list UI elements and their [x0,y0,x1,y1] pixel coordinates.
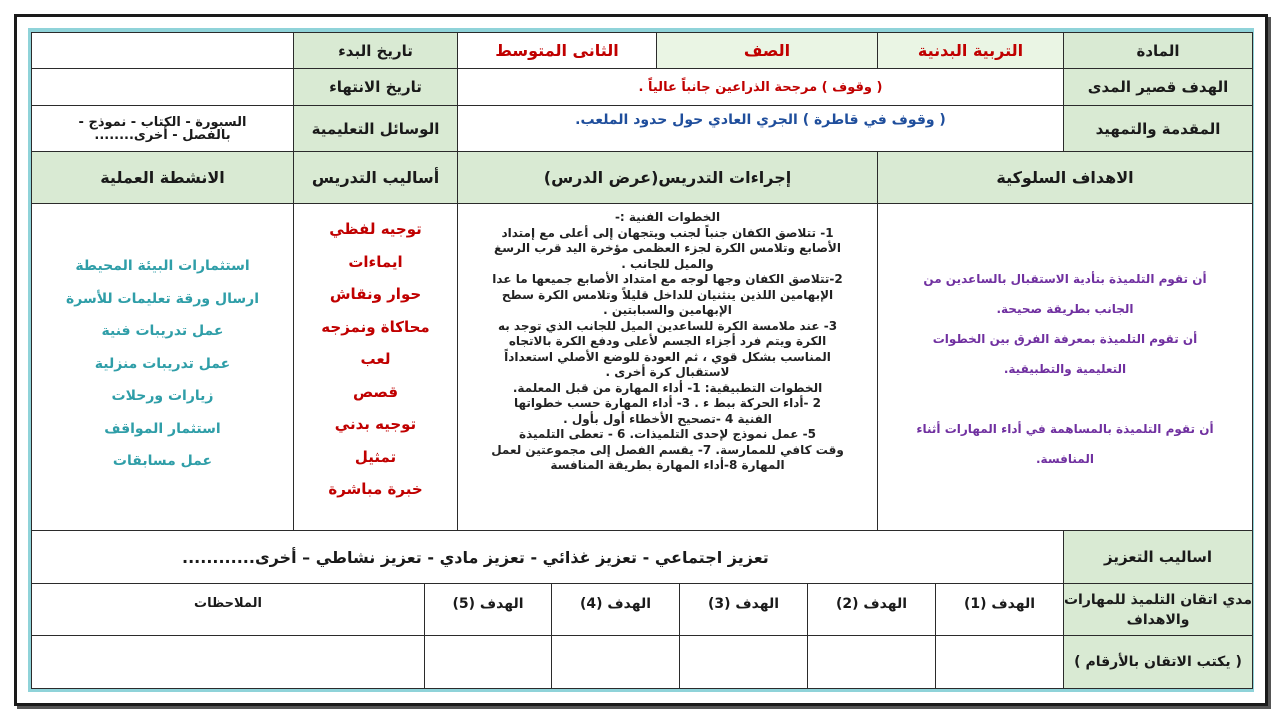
procedure-line: 5- عمل نموذج لإحدى التلميذات. 6 - تعطى التلميذة [519,427,816,441]
procedure-line: الفنية 4 -تصحيح الأخطاء أول بأول . [563,411,772,426]
methods-header: أساليب التدريس [293,151,458,204]
objectives-list [877,203,1253,531]
procedure-line: وقت كافي للممارسة. 7- يقسم الفصل إلى مجموعتين لعمل [491,442,844,457]
activity-item: استثمار المواقف [104,420,221,437]
reinforcement-label: اساليب التعزيز [1063,530,1253,584]
goal-5-header: الهدف (5) [424,583,552,636]
start-date-label: تاريخ البدء [293,32,458,69]
procedure-line: الخطوات التطبيقية: 1- أداء المهارة من قبل المعلمة. [512,380,823,395]
method-item: قصص [352,382,399,401]
objective-line: أن تقوم التلميذة بالمساهمة في أداء المهارات أثناء [916,422,1214,436]
method-item: توجيه لفظي [329,220,422,238]
goal-4-score[interactable] [551,635,680,689]
objective-line: أن تقوم التلميذة بمعرفة الفرق بين الخطوات [932,332,1198,346]
objective-line: المنافسة. [1036,452,1094,466]
activities-list [31,203,294,531]
subject-label: المادة [1063,32,1253,69]
subject-value: التربية البدنية [877,32,1064,69]
intro-value: ( وقوف في قاطرة ) الجري العادي حول حدود الملعب. [457,105,1064,152]
procedure-line: 3- عند ملامسة الكرة للساعدين الميل للجانب الذي توجد به [497,318,838,333]
goal-2-header: الهدف (2) [807,583,936,636]
mastery-label: مدي اتقان التلميذ للمهارات والاهداف [1063,583,1253,636]
goal-3-score[interactable] [679,635,808,689]
goal-2-score[interactable] [807,635,936,689]
method-item: محاكاة ونمزجه [321,317,430,336]
activity-item: عمل مسابقات [112,453,213,469]
short-goal-label: الهدف قصير المدى [1063,68,1253,106]
activity-item: عمل تدريبات فنية [101,323,224,339]
activity-item: عمل تدريبات منزلية [94,355,231,372]
method-item: ايماءات [348,252,403,271]
procedure-line: لاستقبال كرة أخرى . [605,365,730,379]
goal-5-score[interactable] [424,635,552,689]
procedure-line: الخطوات الفنية :- [614,210,721,224]
objective-line: التعليمية والتطبيقية. [1003,362,1127,376]
intro-label: المقدمة والتمهيد [1063,105,1253,152]
procedure-line: الأصابع وتلامس الكرة لجزء العظمى مؤخرة اليد قرب الرسغ [494,241,841,255]
procedure-line: 1- تتلاصق الكفان جنباً لجنب ويتجهان إلى أعلى مع إمتداد [501,225,834,240]
numbers-note: ( يكتب الاتقان بالأرقام ) [1063,635,1253,689]
method-item: حوار ونقاش [329,285,422,303]
activities-header: الانشطة العملية [31,151,294,204]
procedure-line: الإبهامين اللذين ينثنيان للداخل قليلاً وتلامس الكرة سطح [501,287,834,302]
activity-item: استثمارات البيئة المحيطة [75,258,250,274]
objective-line: أن تقوم التلميذة بتأدية الاستقبال بالساعدين من [923,272,1207,286]
aids-value [31,105,294,152]
grade-label: الصف [656,32,878,69]
procedure-line: الكرة ويتم فرد أجزاء الجسم لأعلى ودفع الكرة بالاتجاه [508,334,827,348]
aids-label: الوسائل التعليمية [293,105,458,152]
notes-value[interactable] [31,635,425,689]
procedures-header: إجراءات التدريس(عرض الدرس) [457,151,878,204]
aids-line-2: بالفصل - أخرى........ [94,127,231,143]
procedure-line: 2 -أداء الحركة ببط ء . 3- أداء المهارة حسب خطواتها [514,396,821,410]
method-item: لعب [360,350,391,368]
methods-list [293,203,458,531]
end-date-value[interactable] [31,68,294,106]
activity-item: ارسال ورقة تعليمات للأسرة [66,290,259,307]
goal-1-score[interactable] [935,635,1064,689]
procedure-line: الإبهامين والسبابتين . [603,303,732,317]
method-item: تمثيل [354,447,397,466]
short-goal-value: ( وقوف ) مرجحة الذراعين جانباً عالياً . [457,68,1064,106]
goal-4-header: الهدف (4) [551,583,680,636]
aids-line-1: السبورة - الكتاب - نموذج - [78,114,247,130]
start-date-value[interactable] [31,32,294,69]
reinforcement-value: تعزيز اجتماعي - تعزيز غذائي - تعزيز مادي - تعزيز نشاطي – أخرى............ [31,530,1064,584]
goal-3-header: الهدف (3) [679,583,808,636]
method-item: توجيه بدني [334,415,417,433]
objective-line: الجانب بطريقة صحيحة. [996,302,1134,316]
procedure-line: المناسب بشكل قوي ، ثم العودة للوضع الأصلي استعداداً [504,349,831,364]
end-date-label: تاريخ الانتهاء [293,68,458,106]
procedure-line: والميل للجانب . [621,256,714,271]
procedures-text [457,203,878,531]
grade-value: الثانى المتوسط [457,32,657,69]
notes-header: الملاحظات [31,583,425,636]
method-item: خبرة مباشرة [328,480,423,498]
procedure-line: 2-تتلاصق الكفان وجها لوجه مع امتداد الأصابع جميعها ما عدا [492,272,843,286]
goal-1-header: الهدف (1) [935,583,1064,636]
objectives-header: الاهداف السلوكية [877,151,1253,204]
activity-item: زيارات ورحلات [111,388,214,404]
procedure-line: المهارة 8-أداء المهارة بطريقة المنافسة [550,458,785,472]
